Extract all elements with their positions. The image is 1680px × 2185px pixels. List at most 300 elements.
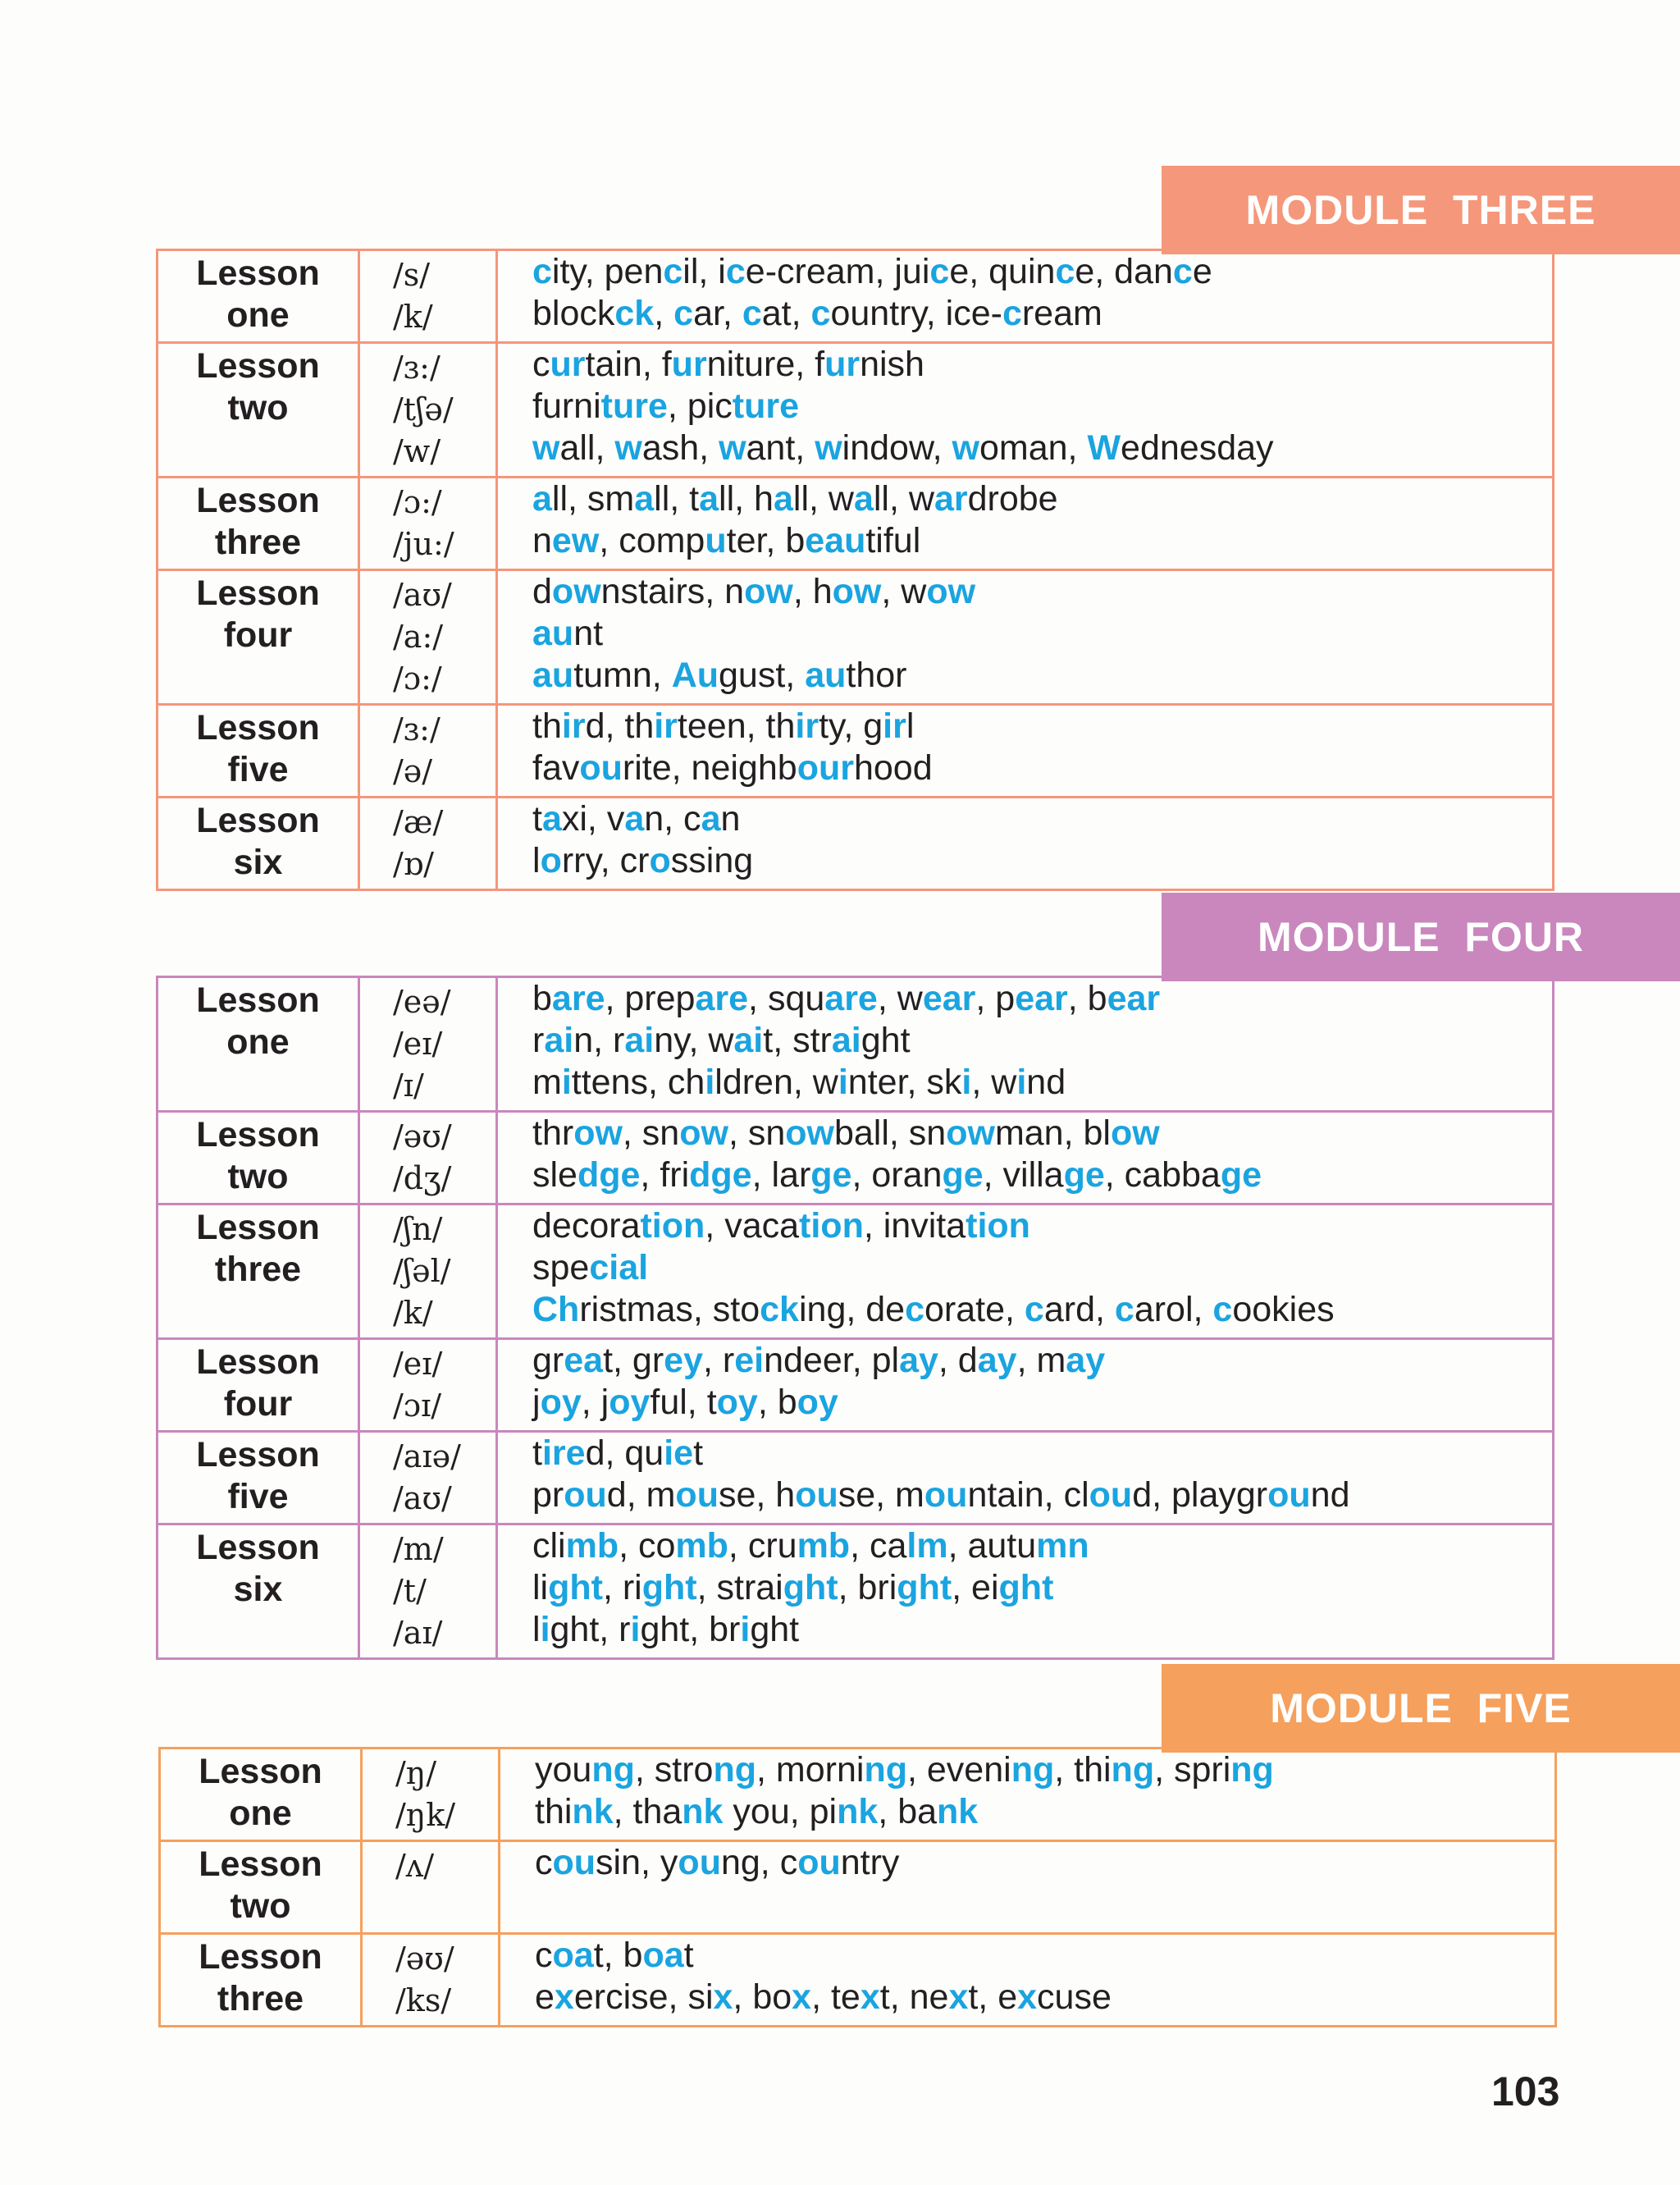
highlighted-letters: w	[815, 428, 842, 468]
lesson-name-line: five	[227, 1477, 289, 1516]
word-text: rite, neighb	[622, 748, 797, 788]
word-text: , lar	[751, 1155, 811, 1195]
highlighted-letters: a	[624, 799, 645, 839]
example-word-line	[532, 1525, 1552, 1567]
highlighted-letters: x	[860, 1977, 880, 2017]
highlighted-letters: w	[532, 428, 560, 468]
example-words	[497, 1112, 1554, 1204]
example-word-line	[532, 613, 1552, 655]
word-text: thr	[532, 1113, 574, 1153]
phonetic-symbols	[362, 1748, 500, 1841]
word-text: , villa	[983, 1155, 1064, 1195]
highlighted-letters: ture	[600, 386, 668, 426]
lesson-name-line: Lesson	[199, 1844, 322, 1884]
example-word-line	[532, 1289, 1552, 1331]
word-text: se, h	[718, 1475, 796, 1515]
word-text: ll, t	[654, 479, 700, 519]
lesson-name-line: four	[223, 1384, 293, 1424]
lesson-name	[158, 250, 359, 343]
word-text: ll, h	[719, 479, 774, 519]
highlighted-letters: tion	[640, 1206, 705, 1246]
phonetic-symbol: /ɔ:/	[393, 661, 442, 697]
word-text: t, gr	[603, 1341, 664, 1380]
phonetic-symbol: /k/	[393, 299, 433, 335]
word-text: , thi	[1054, 1750, 1112, 1790]
example-word-line	[532, 1609, 1552, 1651]
lesson-name-line: Lesson	[196, 1115, 320, 1154]
example-word-line	[535, 1842, 1554, 1884]
highlighted-letters: i	[630, 1610, 641, 1649]
highlighted-letters: i	[561, 1063, 572, 1102]
word-text: ookies	[1232, 1290, 1335, 1329]
phonetic-symbols	[359, 705, 497, 798]
example-word-line	[532, 798, 1552, 840]
word-text: tain, f	[585, 345, 672, 384]
word-text: ntain, cl	[967, 1475, 1089, 1515]
phonetic-symbols	[362, 1841, 500, 1934]
highlighted-letters: i	[961, 1063, 972, 1102]
example-word-line	[532, 1433, 1552, 1474]
word-text: , morni	[756, 1750, 865, 1790]
word-text: ant,	[746, 428, 815, 468]
word-text: spe	[532, 1248, 590, 1287]
lesson-name-line: two	[227, 388, 289, 427]
highlighted-letters: are	[824, 979, 878, 1018]
highlighted-letters: x	[1017, 1977, 1038, 2017]
example-words	[497, 1339, 1554, 1432]
lesson-name-line: Lesson	[196, 708, 320, 747]
highlighted-letters: oa	[552, 1936, 594, 1975]
word-text: nter, sk	[847, 1063, 962, 1102]
word-text: ng, c	[720, 1843, 798, 1882]
word-text: ssing	[670, 841, 754, 880]
phonetic-symbol: /dʒ/	[393, 1160, 452, 1196]
example-word-line	[532, 1205, 1552, 1247]
highlighted-letters: ire	[541, 1433, 586, 1473]
lesson-name	[158, 343, 359, 478]
highlighted-letters: ay	[1066, 1341, 1106, 1380]
highlighted-letters: c	[1212, 1290, 1233, 1329]
highlighted-letters: ai	[624, 1021, 655, 1060]
lesson-row	[160, 1748, 1556, 1841]
lesson-row	[160, 1934, 1556, 2027]
word-text: , vaca	[705, 1206, 800, 1246]
word-text: il, i	[682, 252, 726, 291]
word-text: ball, sn	[833, 1113, 947, 1153]
lesson-row	[158, 1204, 1554, 1339]
word-text: teen, th	[677, 706, 796, 746]
word-text: ercise, si	[573, 1977, 714, 2017]
highlighted-letters: c	[1172, 252, 1193, 291]
highlighted-letters: i	[540, 1610, 550, 1649]
highlighted-letters: ei	[734, 1341, 765, 1380]
module-banner: MODULE FIVE	[1162, 1664, 1680, 1753]
lesson-name-line: three	[214, 523, 302, 562]
highlighted-letters: w	[719, 428, 746, 468]
highlighted-letters: c	[1024, 1290, 1044, 1329]
example-words	[497, 1432, 1554, 1524]
word-text: fav	[532, 748, 580, 788]
highlighted-letters: a	[541, 799, 562, 839]
word-text: , w	[971, 1063, 1017, 1102]
word-text: , bo	[733, 1977, 792, 2017]
example-words	[497, 1204, 1554, 1339]
example-word-line	[532, 1247, 1552, 1289]
word-text: l	[906, 706, 915, 746]
highlighted-letters: c	[663, 252, 683, 291]
phonetic-symbol: /aɪ/	[393, 1615, 443, 1651]
word-text: nd	[1310, 1475, 1350, 1515]
example-words	[497, 705, 1554, 798]
phonetic-symbol: /ɜ:/	[393, 350, 441, 386]
highlighted-letters: c	[929, 252, 950, 291]
example-word-line	[532, 1340, 1552, 1382]
word-text: e-cream, jui	[745, 252, 930, 291]
highlighted-letters: ear	[922, 979, 976, 1018]
highlighted-letters: o	[649, 841, 671, 880]
highlighted-letters: oy	[540, 1383, 582, 1422]
word-text: indow,	[842, 428, 952, 468]
highlighted-letters: i	[705, 1063, 715, 1102]
word-text: ,	[654, 294, 674, 333]
lesson-row	[160, 1841, 1556, 1934]
example-words	[500, 1934, 1556, 2027]
highlighted-letters: x	[713, 1977, 733, 2017]
lesson-name-line: one	[226, 295, 290, 335]
lesson-row	[158, 478, 1554, 570]
lesson-row	[158, 343, 1554, 478]
highlighted-letters: au	[532, 656, 574, 695]
lesson-name	[158, 798, 359, 890]
lesson-name-line: three	[214, 1250, 302, 1289]
word-text: decora	[532, 1206, 641, 1246]
word-text: tiful	[865, 521, 921, 560]
highlighted-letters: a	[773, 479, 793, 519]
example-words	[500, 1841, 1556, 1934]
highlighted-letters: a	[699, 479, 719, 519]
highlighted-letters: are	[551, 979, 605, 1018]
phonetic-symbols	[362, 1934, 500, 2027]
lesson-name	[158, 1524, 359, 1659]
highlighted-letters: au	[532, 614, 574, 653]
phonetic-symbol: /ɔ:/	[393, 484, 442, 520]
word-text: ght	[861, 1021, 911, 1060]
phonetic-symbol: /əʊ/	[395, 1940, 454, 1977]
phonetic-symbol: /ɒ/	[393, 846, 434, 882]
highlighted-letters: ou	[675, 1475, 719, 1515]
word-text: , co	[619, 1526, 676, 1566]
phonetic-symbol: /ə/	[393, 753, 433, 789]
highlighted-letters: ir	[795, 706, 819, 746]
phonetic-symbol: /w/	[393, 433, 441, 469]
example-words	[500, 1748, 1556, 1841]
word-text: you	[535, 1750, 592, 1790]
word-text: ar,	[693, 294, 742, 333]
highlighted-letters: ie	[664, 1433, 694, 1473]
example-word-line	[532, 478, 1552, 520]
word-text: d, qu	[585, 1433, 664, 1473]
word-text: n	[720, 799, 741, 839]
highlighted-letters: ou	[797, 1843, 841, 1882]
phonetic-symbol: /a:/	[393, 619, 444, 655]
lesson-name	[158, 478, 359, 570]
highlighted-letters: ear	[1107, 979, 1161, 1018]
word-text: th	[532, 706, 562, 746]
word-text: t	[532, 799, 542, 839]
word-text: ttens, ch	[571, 1063, 705, 1102]
highlighted-letters: u	[705, 521, 727, 560]
highlighted-letters: ow	[679, 1113, 728, 1153]
word-text: n, c	[644, 799, 701, 839]
phonetic-symbols	[359, 1432, 497, 1524]
lesson-row	[158, 1112, 1554, 1204]
phonetic-symbol: /eɪ/	[393, 1026, 443, 1062]
word-text: nstairs, n	[600, 572, 745, 611]
word-text: oman,	[979, 428, 1088, 468]
example-word-line	[532, 706, 1552, 747]
phonetic-symbol: /əʊ/	[393, 1118, 452, 1154]
lesson-name-line: Lesson	[196, 254, 320, 293]
phonetic-symbols	[359, 250, 497, 343]
example-word-line	[532, 251, 1552, 293]
highlighted-letters: c	[673, 294, 694, 333]
word-text: b	[532, 979, 552, 1018]
highlighted-letters: Au	[671, 656, 719, 695]
example-words	[497, 478, 1554, 570]
word-text: , strai	[696, 1568, 783, 1607]
highlighted-letters: ey	[664, 1341, 703, 1380]
highlighted-letters: lm	[906, 1526, 948, 1566]
phonetic-symbol: /m/	[393, 1531, 444, 1567]
word-text: , stro	[634, 1750, 714, 1790]
lesson-name-line: one	[226, 1022, 290, 1062]
highlighted-letters: x	[948, 1977, 969, 2017]
highlighted-letters: ck	[614, 294, 655, 333]
highlighted-letters: oa	[642, 1936, 684, 1975]
word-text: ter, b	[726, 521, 806, 560]
lesson-name	[160, 1934, 362, 2027]
word-text: hood	[853, 748, 933, 788]
word-text: l	[532, 841, 541, 880]
highlighted-letters: c	[1114, 1290, 1134, 1329]
word-text: , ei	[952, 1568, 999, 1607]
word-text: , fri	[640, 1155, 690, 1195]
word-text: t, ne	[879, 1977, 949, 2017]
highlighted-letters: ng	[1111, 1750, 1155, 1790]
lesson-row	[158, 705, 1554, 798]
highlighted-letters: mb	[797, 1526, 851, 1566]
example-words	[497, 570, 1554, 705]
word-text: ednesday	[1121, 428, 1274, 468]
highlighted-letters: ng	[864, 1750, 907, 1790]
highlighted-letters: a	[634, 479, 655, 519]
example-word-line	[532, 1154, 1552, 1196]
highlighted-letters: ai	[733, 1021, 764, 1060]
example-word-line	[532, 840, 1552, 882]
example-word-line	[532, 571, 1552, 613]
module-banner: MODULE FOUR	[1162, 893, 1680, 981]
lesson-row	[158, 570, 1554, 705]
highlighted-letters: ur	[671, 345, 707, 384]
word-text: cli	[532, 1526, 566, 1566]
highlighted-letters: ou	[1089, 1475, 1133, 1515]
word-text: all,	[559, 428, 615, 468]
word-text: , p	[975, 979, 1016, 1018]
word-text: , b	[757, 1383, 797, 1422]
highlighted-letters: ir	[654, 706, 678, 746]
word-text: drobe	[967, 479, 1058, 519]
phonetic-symbol: /aʊ/	[393, 577, 452, 613]
lesson-row	[158, 250, 1554, 343]
lesson-name	[158, 977, 359, 1112]
word-text: t	[532, 1433, 542, 1473]
word-text: ldren, w	[714, 1063, 838, 1102]
word-text: nish	[860, 345, 924, 384]
phonetic-symbol: /ʃəl/	[393, 1253, 451, 1289]
word-text: , sn	[728, 1113, 786, 1153]
word-text: rry, cr	[561, 841, 650, 880]
word-text: arol,	[1134, 1290, 1213, 1329]
highlighted-letters: ew	[551, 521, 600, 560]
example-word-line	[532, 1382, 1552, 1424]
word-text: , h	[792, 572, 833, 611]
phonetic-symbol: /ks/	[395, 1982, 452, 2018]
word-text: n, r	[573, 1021, 625, 1060]
highlighted-letters: ou	[924, 1475, 968, 1515]
word-text: man, bl	[994, 1113, 1111, 1153]
phonetic-symbol: /ɔɪ/	[393, 1387, 442, 1424]
example-word-line	[532, 1020, 1552, 1062]
example-word-line	[532, 1113, 1552, 1154]
highlighted-letters: nk	[837, 1792, 879, 1831]
lesson-name-line: Lesson	[196, 574, 320, 613]
phonetic-symbol: /ŋ/	[395, 1755, 437, 1791]
highlighted-letters: ght	[641, 1568, 697, 1607]
word-text: , pic	[667, 386, 733, 426]
phonetic-symbol: /tʃə/	[393, 391, 454, 427]
word-text: d, th	[585, 706, 655, 746]
highlighted-letters: w	[952, 428, 979, 468]
word-text: se, m	[838, 1475, 924, 1515]
lesson-name-line: four	[223, 615, 293, 655]
highlighted-letters: ght	[548, 1568, 603, 1607]
highlighted-letters: c	[1055, 252, 1075, 291]
highlighted-letters: c	[532, 252, 552, 291]
phonetic-symbol: /k/	[393, 1295, 433, 1331]
highlighted-letters: c	[810, 294, 831, 333]
word-text: ity, pen	[551, 252, 664, 291]
example-words	[497, 798, 1554, 890]
phonetic-symbol: /aʊ/	[393, 1480, 452, 1516]
highlighted-letters: ow	[1110, 1113, 1160, 1153]
highlighted-letters: ar	[934, 479, 968, 519]
highlighted-letters: ow	[551, 572, 601, 611]
word-text: t, b	[593, 1936, 643, 1975]
highlighted-letters: a	[701, 799, 721, 839]
lesson-name	[160, 1841, 362, 1934]
page-number: 103	[1491, 2068, 1560, 2114]
word-text: you, pi	[723, 1792, 838, 1831]
phonetic-symbol: /ʌ/	[395, 1848, 435, 1884]
word-text: , cru	[728, 1526, 797, 1566]
word-text: c	[535, 1843, 553, 1882]
word-text: at,	[761, 294, 811, 333]
word-text: , w	[877, 979, 923, 1018]
highlighted-letters: ear	[1015, 979, 1068, 1018]
highlighted-letters: tion	[799, 1206, 864, 1246]
word-text: t	[683, 1936, 694, 1975]
highlighted-letters: ow	[926, 572, 976, 611]
highlighted-letters: ir	[883, 706, 906, 746]
example-words	[497, 343, 1554, 478]
word-text: gust,	[719, 656, 806, 695]
highlighted-letters: ou	[1267, 1475, 1311, 1515]
example-words	[497, 977, 1554, 1112]
example-word-line	[532, 386, 1552, 427]
word-text: gr	[532, 1341, 564, 1380]
word-text: , sn	[622, 1113, 680, 1153]
highlighted-letters: ou	[579, 748, 623, 788]
phonetic-symbols	[359, 1339, 497, 1432]
lesson-name-line: two	[227, 1157, 289, 1196]
word-text: thi	[535, 1792, 573, 1831]
word-text: thor	[846, 656, 907, 695]
highlighted-letters: c	[742, 294, 762, 333]
word-text: ountry, ice-	[830, 294, 1002, 333]
highlighted-letters: ge	[1063, 1155, 1105, 1195]
word-text: , d	[938, 1341, 978, 1380]
example-word-line	[535, 1935, 1554, 1977]
word-text: niture, f	[706, 345, 825, 384]
word-text: ing, de	[798, 1290, 906, 1329]
phonetic-symbols	[359, 1524, 497, 1659]
highlighted-letters: our	[797, 748, 854, 788]
word-text: ght	[750, 1610, 800, 1649]
lesson-name-line: two	[230, 1886, 291, 1926]
word-text: r	[532, 1021, 545, 1060]
phonetic-symbol: /s/	[393, 257, 431, 293]
word-text: c	[535, 1936, 553, 1975]
highlighted-letters: ou	[552, 1843, 596, 1882]
highlighted-letters: x	[792, 1977, 812, 2017]
example-word-line	[532, 1474, 1552, 1516]
lesson-name-line: three	[217, 1979, 304, 2018]
phonetic-symbol: /ŋk/	[395, 1797, 456, 1833]
word-text: , r	[703, 1341, 735, 1380]
word-text: , squ	[748, 979, 825, 1018]
lesson-name-line: six	[233, 1570, 283, 1609]
phonetic-symbols	[359, 570, 497, 705]
example-word-line	[532, 655, 1552, 697]
highlighted-letters: mn	[1036, 1526, 1089, 1566]
word-text: , j	[581, 1383, 609, 1422]
lesson-row	[158, 1524, 1554, 1659]
word-text: orate,	[924, 1290, 1025, 1329]
lesson-name-line: Lesson	[199, 1937, 322, 1977]
phonetic-symbols	[359, 343, 497, 478]
highlighted-letters: ay	[977, 1341, 1017, 1380]
phonetic-symbol: /ju:/	[393, 526, 454, 562]
lesson-name-line: Lesson	[196, 1435, 320, 1474]
highlighted-letters: are	[695, 979, 749, 1018]
highlighted-letters: a	[853, 479, 874, 519]
word-text: t, e	[968, 1977, 1018, 2017]
word-text: ntry	[840, 1843, 900, 1882]
highlighted-letters: ow	[744, 572, 793, 611]
word-text: , spri	[1154, 1750, 1231, 1790]
example-word-line	[532, 1062, 1552, 1104]
word-text: d	[532, 572, 552, 611]
